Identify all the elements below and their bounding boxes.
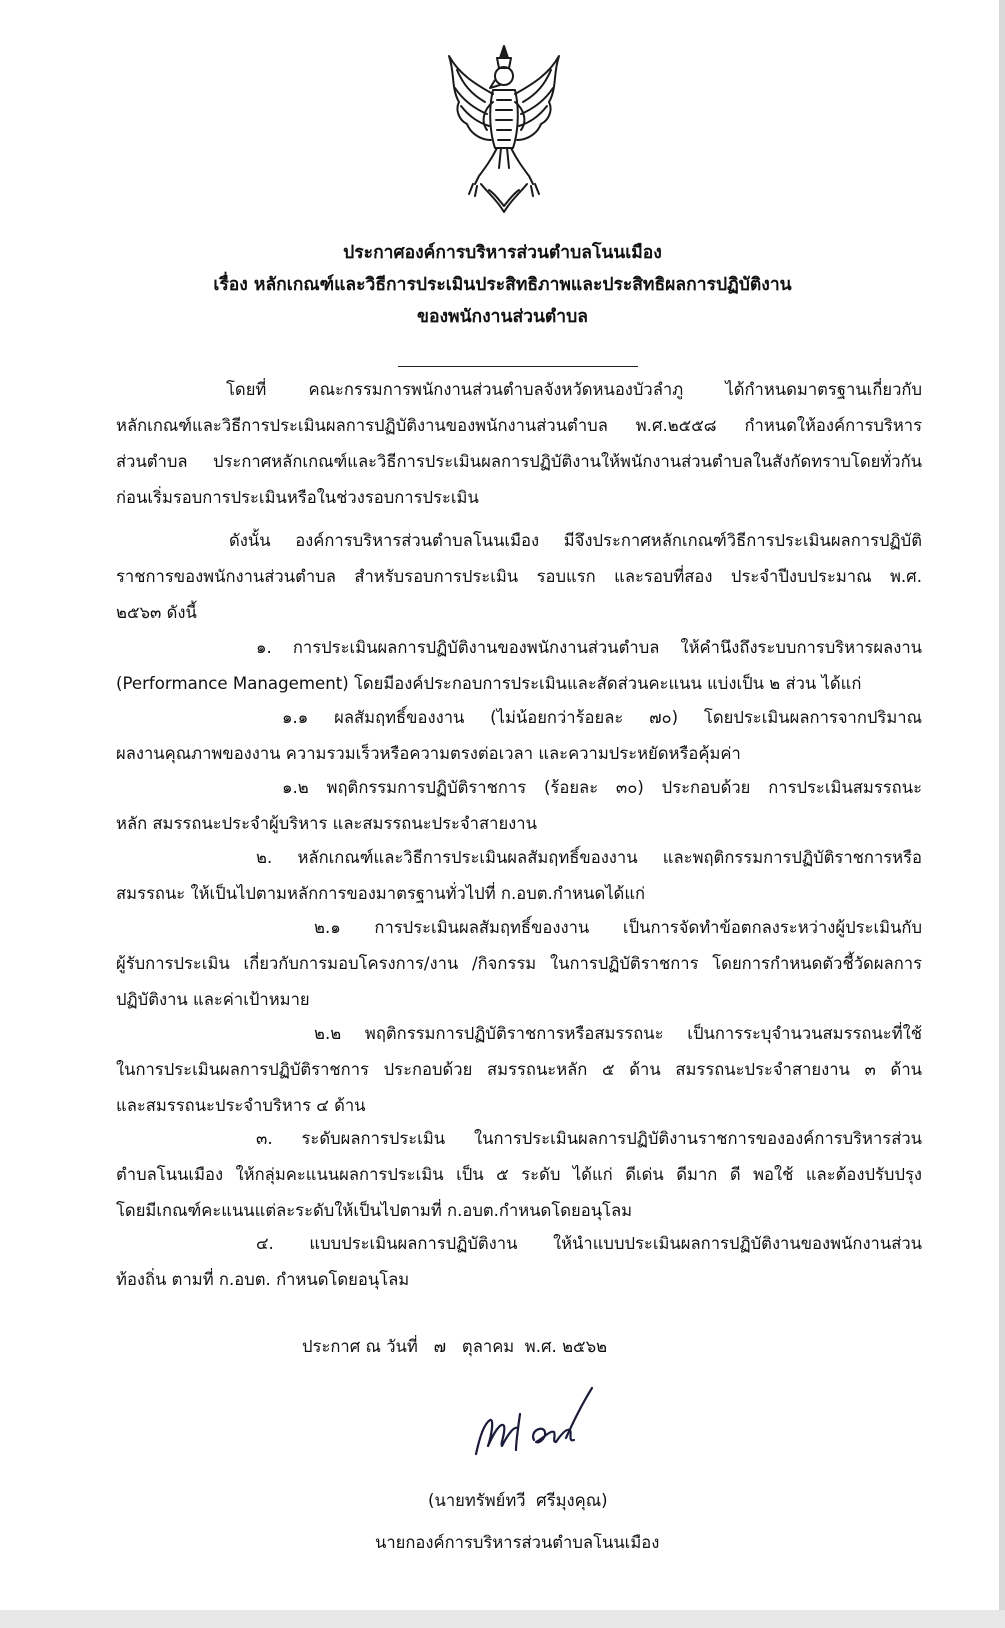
item-2	[116, 840, 922, 912]
paragraph-preamble	[116, 372, 922, 516]
item-2-2	[116, 1016, 922, 1124]
text-line: โดยมีเกณฑ์คะแนนแต่ละระดับให้เป็นไปตามที่ ก.อบต.กำหนดโดยอนุโลม	[116, 1201, 633, 1220]
text-line: ๔. แบบประเมินผลการปฏิบัติงาน ให้นำแบบประเมินผลการปฏิบัติงานของพนักงานส่วน	[256, 1234, 922, 1253]
text-line: ก่อนเริ่มรอบการประเมินหรือในช่วงรอบการประเมิน	[116, 488, 479, 507]
signer-title: นายกองค์การบริหารส่วนตำบลโนนเมือง	[375, 1533, 660, 1552]
text-line: ท้องถิ่น ตามที่ ก.อบต. กำหนดโดยอนุโลม	[116, 1270, 410, 1289]
title-line-3: ของพนักงานส่วนตำบล	[417, 307, 588, 327]
text-line: ในการประเมินผลการปฏิบัติราชการ ประกอบด้วย สมรรถนะหลัก ๕ ด้าน สมรรถนะประจำสายงาน ๓ ด้าน	[116, 1060, 922, 1079]
item-1-2	[116, 770, 922, 842]
text-line: ๑. การประเมินผลการปฏิบัติงานของพนักงานส่วนตำบล ให้คำนึงถึงระบบการบริหารผลงาน	[256, 638, 922, 657]
text-line: ๒๕๖๓ ดังนี้	[116, 603, 197, 622]
text-line: หลัก สมรรถนะประจำผู้บริหาร และสมรรถนะประจำสายงาน	[116, 814, 537, 833]
garuda-emblem-icon	[445, 44, 563, 214]
signer-name: (นายทรัพย์ทวี ศรีมุงคุณ)	[428, 1491, 608, 1510]
text-line: ผู้รับการประเมิน เกี่ยวกับการมอบโครงการ/งาน /กิจกรรม ในการปฏิบัติราชการ โดยการกำหนดตัวชี้วัดผลการ	[116, 954, 922, 973]
handwritten-signature	[470, 1384, 600, 1464]
announcement-title	[0, 237, 1005, 333]
paragraph-therefore	[116, 523, 922, 631]
screen-bottom-bar	[0, 1610, 1005, 1628]
text-line: ๒. หลักเกณฑ์และวิธีการประเมินผลสัมฤทธิ์ของงาน และพฤติกรรมการปฏิบัติราชการหรือ	[256, 848, 922, 867]
text-line: ราชการของพนักงานส่วนตำบล สำหรับรอบการประเมิน รอบแรก และรอบที่สอง ประจำปีงบประมาณ พ.ศ.	[116, 567, 922, 586]
title-line-2: เรื่อง หลักเกณฑ์และวิธีการประเมินประสิทธิภาพและประสิทธิผลการปฏิบัติงาน	[213, 275, 792, 295]
text-line: (Performance Management) โดยมีองค์ประกอบการประเมินและสัดส่วนคะแนน แบ่งเป็น ๒ ส่วน ได้แก่	[116, 674, 862, 693]
item-1	[116, 630, 922, 702]
text-line: สมรรถนะ ให้เป็นไปตามหลักการของมาตรฐานทั่วไปที่ ก.อบต.กำหนดได้แก่	[116, 884, 646, 903]
title-underline	[398, 366, 638, 367]
text-line: และสมรรถนะประจำบริหาร ๔ ด้าน	[116, 1096, 366, 1115]
text-line: หลักเกณฑ์และวิธีการประเมินผลการปฏิบัติงานของพนักงานส่วนตำบล พ.ศ.๒๕๕๘ กำหนดให้องค์การบริหาร	[116, 416, 922, 435]
item-4	[116, 1226, 922, 1298]
text-line: ผลงานคุณภาพของงาน ความรวมเร็วหรือความตรงต่อเวลา และความประหยัดหรือคุ้มค่า	[116, 744, 741, 763]
text-line: โดยที่ คณะกรรมการพนักงานส่วนตำบลจังหวัดหนองบัวลำภู ได้กำหนดมาตรฐานเกี่ยวกับ	[226, 380, 922, 399]
text-line: ดังนั้น องค์การบริหารส่วนตำบลโนนเมือง มีจึงประกาศหลักเกณฑ์วิธีการประเมินผลการปฏิบัติ	[229, 531, 922, 550]
item-1-1	[116, 700, 922, 772]
text-line: ตำบลโนนเมือง ให้กลุ่มคะแนนผลการประเมิน เป็น ๕ ระดับ ได้แก่ ดีเด่น ดีมาก ดี พอใช้ และต้องปรับปรุง	[116, 1165, 922, 1184]
text-line: ๒.๑ การประเมินผลสัมฤทธิ์ของงาน เป็นการจัดทำข้อตกลงระหว่างผู้ประเมินกับ	[314, 918, 922, 937]
text-line: ปฏิบัติงาน และค่าเป้าหมาย	[116, 990, 310, 1009]
title-line-1: ประกาศองค์การบริหารส่วนตำบลโนนเมือง	[343, 243, 662, 263]
announcement-date: ประกาศ ณ วันที่ ๗ ตุลาคม พ.ศ. ๒๕๖๒	[302, 1337, 608, 1356]
text-line: ๑.๑ ผลสัมฤทธิ์ของงาน (ไม่น้อยกว่าร้อยละ ๗๐) โดยประเมินผลการจากปริมาณ	[282, 708, 922, 727]
item-2-1	[116, 910, 922, 1018]
text-line: ๑.๒ พฤติกรรมการปฏิบัติราชการ (ร้อยละ ๓๐) ประกอบด้วย การประเมินสมรรถนะ	[282, 778, 922, 797]
text-line: ๒.๒ พฤติกรรมการปฏิบัติราชการหรือสมรรถนะ เป็นการระบุจำนวนสมรรถนะที่ใช้	[314, 1024, 922, 1043]
text-line: ส่วนตำบล ประกาศหลักเกณฑ์และวิธีการประเมินผลการปฏิบัติงานให้พนักงานส่วนตำบลในสังกัดทราบโดยทั่วกัน	[116, 452, 922, 471]
text-line: ๓. ระดับผลการประเมิน ในการประเมินผลการปฏิบัติงานราชการขององค์การบริหารส่วน	[256, 1129, 922, 1148]
item-3	[116, 1121, 922, 1229]
